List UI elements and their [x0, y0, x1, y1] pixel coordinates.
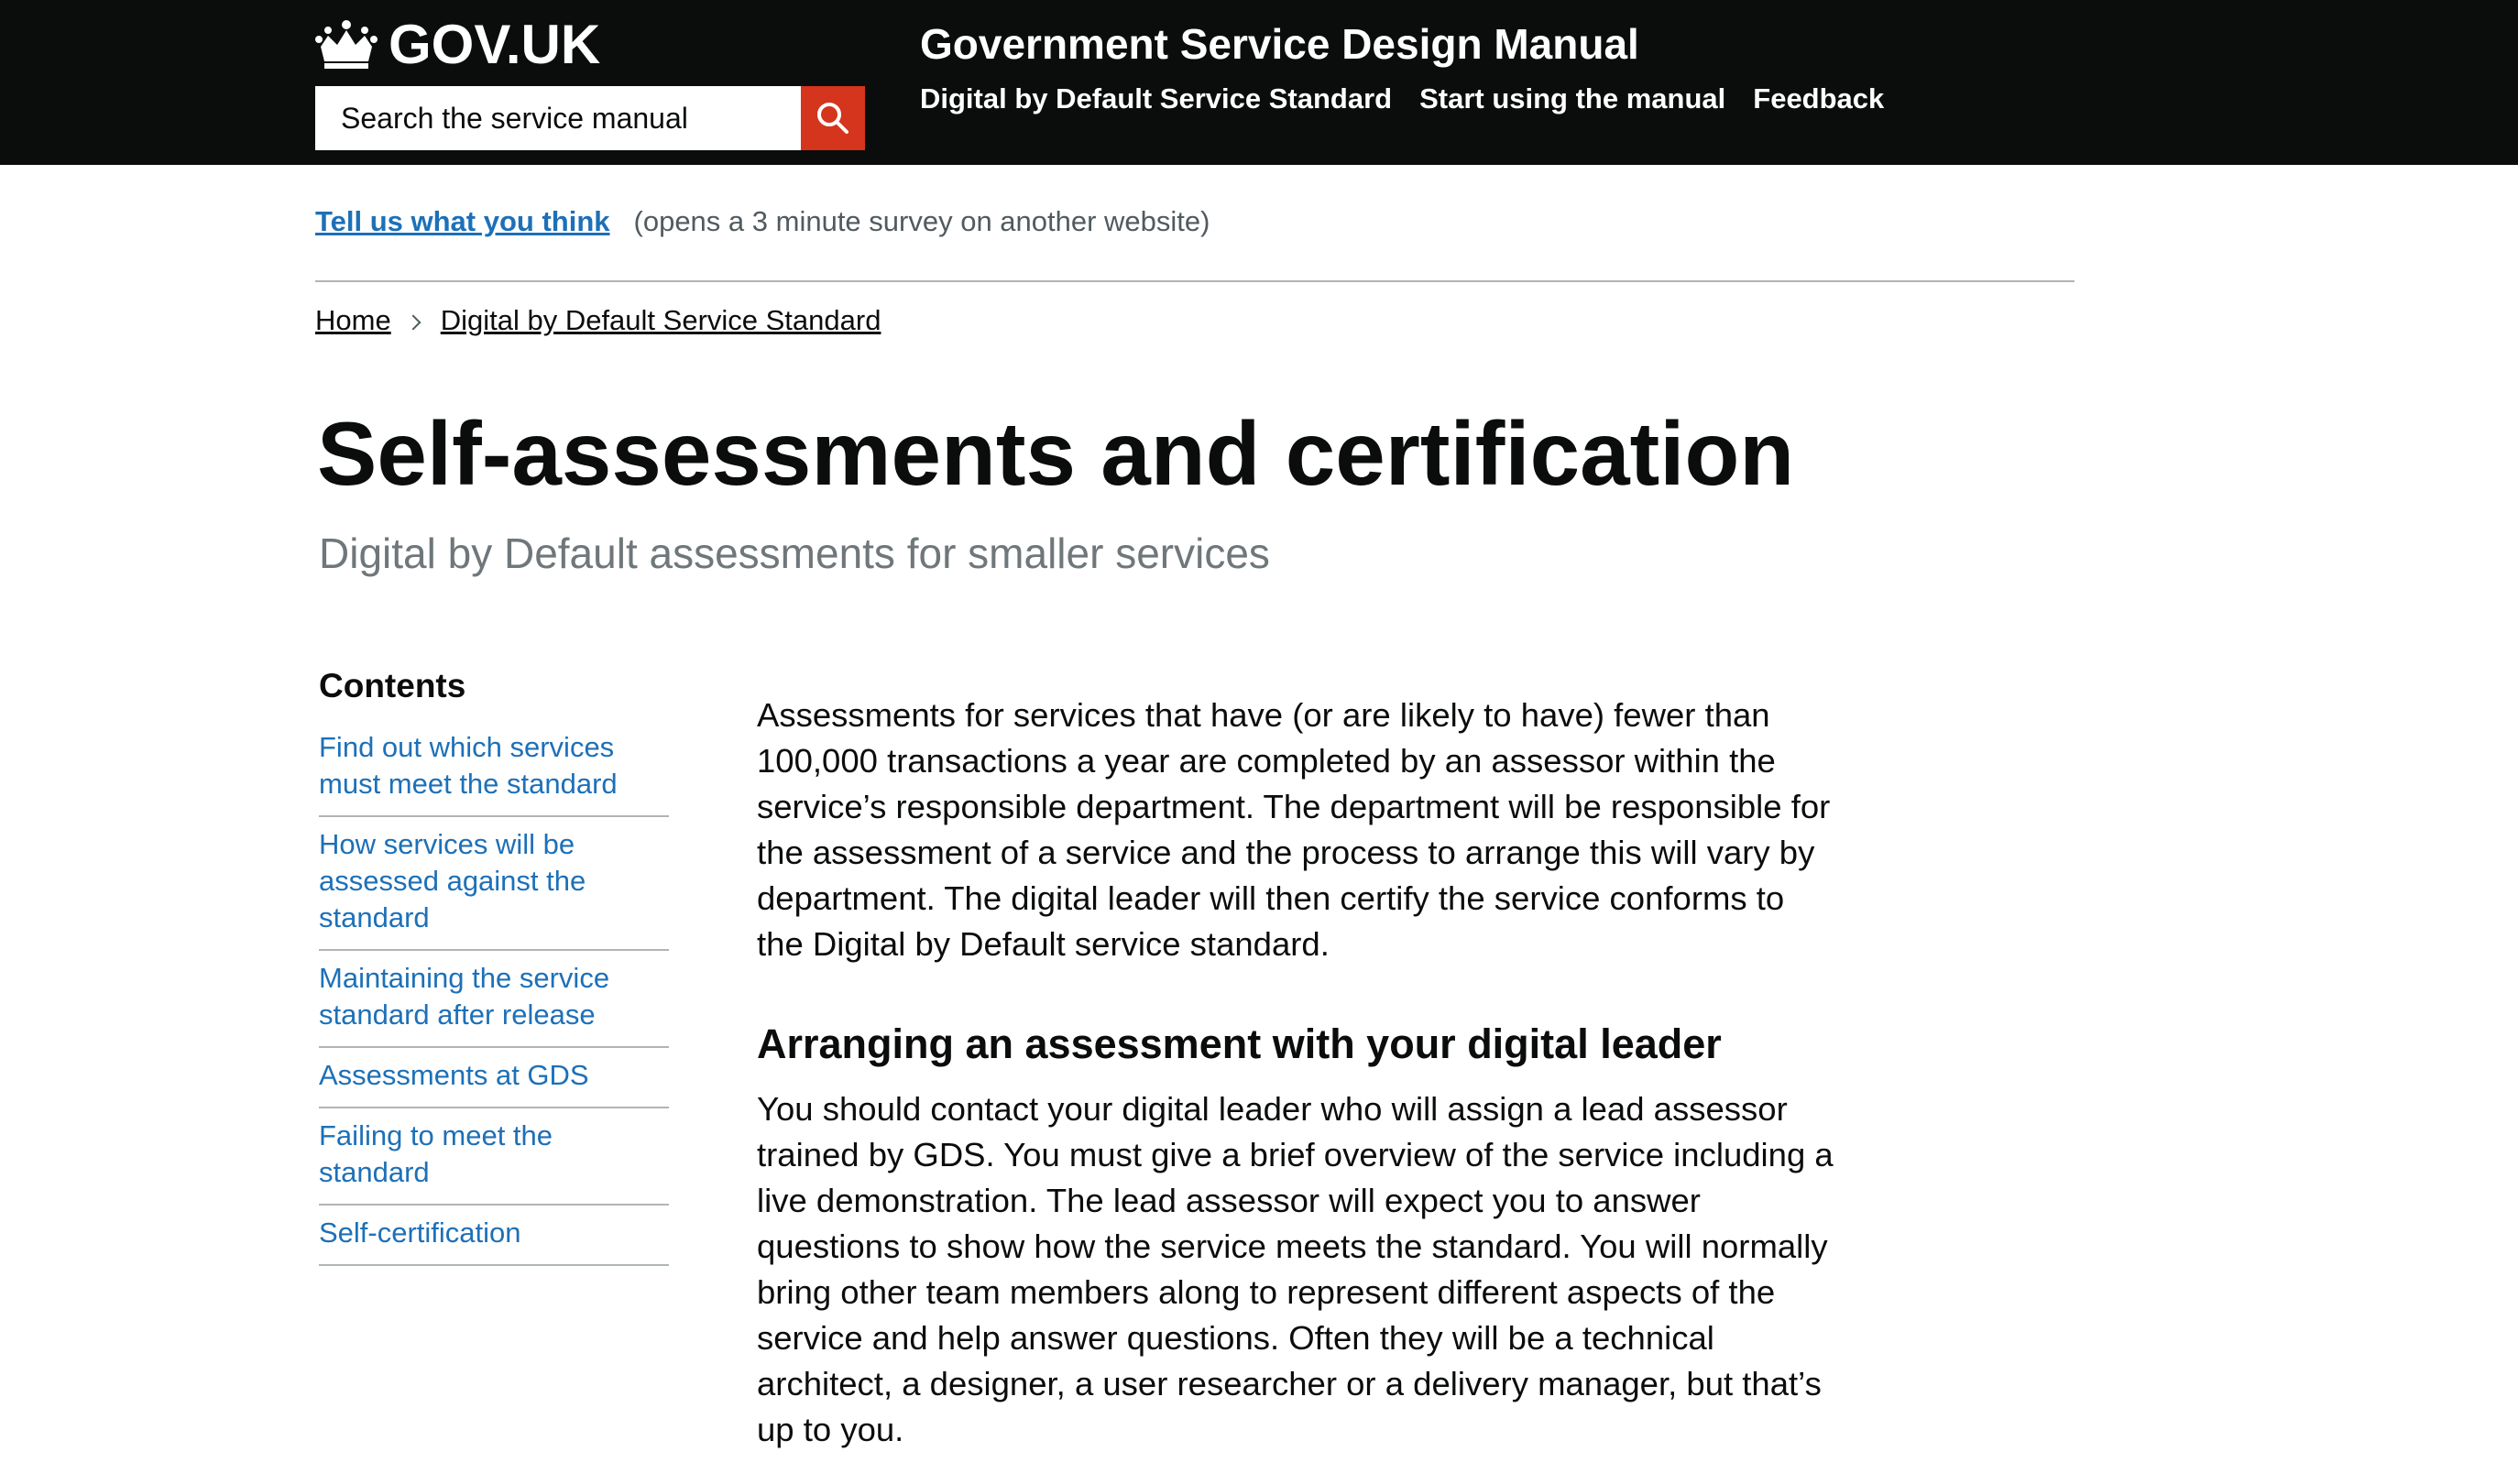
search-form	[315, 86, 865, 150]
search-button[interactable]	[801, 86, 865, 150]
breadcrumb	[315, 300, 881, 341]
main-content	[757, 693, 1838, 1453]
contents-link-self-certification[interactable]: Self-certification	[319, 1217, 521, 1249]
contents-list	[319, 720, 669, 1266]
breadcrumb-service-standard-link[interactable]: Digital by Default Service Standard	[440, 304, 881, 336]
search-icon	[816, 101, 850, 136]
site-header	[0, 0, 2518, 165]
list-item	[319, 817, 669, 951]
survey-note: (opens a 3 minute survey on another website)	[633, 205, 1210, 237]
page-subtitle: Digital by Default assessments for smaller services	[319, 529, 1270, 577]
survey-link[interactable]: Tell us what you think	[315, 205, 610, 237]
contents-link-find-out[interactable]: Find out which services must meet the standard	[319, 731, 618, 800]
header-nav	[920, 81, 1911, 117]
chevron-right-icon	[405, 315, 421, 331]
list-item	[319, 1108, 669, 1206]
crown-icon	[315, 19, 378, 71]
page-title: Self-assessments and certification	[317, 403, 1795, 504]
intro-paragraph: Assessments for services that have (or are likely to have) fewer than 100,000 transactions a year are completed by an assessor within the service’s responsible department. The department will be responsible for the assessment of a service and the process to arrange this will vary by department. The digital leader will then certify the service conforms to the Digital by Default service standard.	[757, 696, 1831, 963]
contents-link-how-assessed[interactable]: How services will be assessed against the standard	[319, 828, 586, 933]
list-item	[319, 1206, 669, 1266]
list-item	[319, 720, 669, 817]
nav-service-standard-link[interactable]: Digital by Default Service Standard	[920, 82, 1393, 115]
divider	[315, 280, 2075, 282]
section-heading: Arranging an assessment with your digital leader	[757, 1020, 1722, 1067]
logo-text: GOV.UK	[389, 14, 601, 75]
breadcrumb-home-link[interactable]: Home	[315, 304, 391, 336]
contents-link-maintaining[interactable]: Maintaining the service standard after release	[319, 962, 610, 1031]
manual-title: Government Service Design Manual	[920, 20, 1639, 68]
contents-link-assessments-gds[interactable]: Assessments at GDS	[319, 1059, 589, 1091]
section-paragraph: You should contact your digital leader who will assign a lead assessor trained by GDS. You must give a brief overview of the service including a live demonstration. The lead assessor will expect you to answer questions to show how the service meets the standard. You will normally bring other team members along to represent different aspects of the service and help answer questions. Often they will be a technical architect, a designer, a user researcher or a delivery manager, but that’s up to you.	[757, 1090, 1834, 1448]
list-item	[319, 951, 669, 1048]
survey-banner	[315, 202, 1210, 242]
contents-sidebar	[319, 663, 669, 1266]
search-input[interactable]	[315, 86, 801, 150]
nav-start-using-link[interactable]: Start using the manual	[1419, 82, 1726, 115]
nav-feedback-link[interactable]: Feedback	[1753, 82, 1885, 115]
govuk-logo-link[interactable]	[315, 13, 600, 77]
contents-link-failing[interactable]: Failing to meet the standard	[319, 1119, 553, 1188]
list-item	[319, 1048, 669, 1108]
contents-heading: Contents	[319, 667, 466, 704]
